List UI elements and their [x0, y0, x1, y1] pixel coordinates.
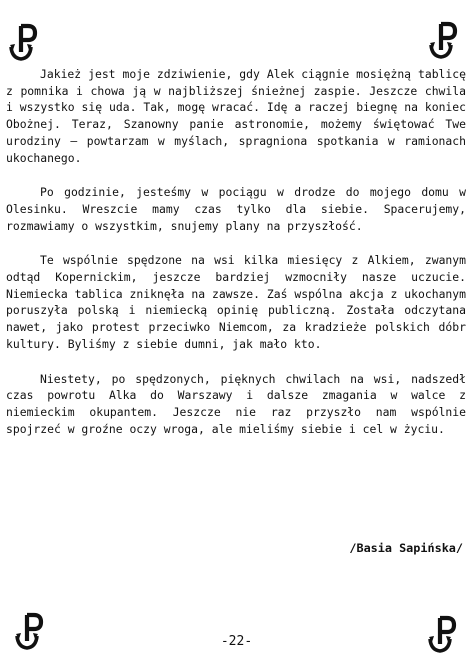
document-body: [6, 66, 466, 455]
paragraph: Po godzinie, jesteśmy w pociągu w drodze do mojego domu w Olesinku. Wreszcie mamy czas tylko dla siebie. Spacerujemy, rozmawiamy o wszystkim, snujemy plany na przyszłość.: [6, 185, 466, 233]
paragraph: Niestety, po spędzonych, pięknych chwilach na wsi, nadszedł czas powrotu Alka do Warszawy i dalsze zmagania w walce z niemieckim okupantem. Jeszcze nie raz przyszło nam wspólnie spojrzeć w groźne oczy wroga, ale mieliśmy siebie i cel w życiu.: [6, 371, 466, 436]
paragraph: Te wspólnie spędzone na wsi kilka miesięcy z Alkiem, zwanym odtąd Kopernickim, jeszcze bardziej wzmocniły nasze uczucie. Niemiecka tablica zniknęła na zawsze. Zaś wspólna akcja z ukochanym poruszyła polską i niemiecką opinię publiczną. Została odczytana nawet, jako protest przeciwko Niemcom, za kradzieże polskich dóbr kultury. Byliśmy z siebie dumni, jak mało kto.: [6, 253, 466, 351]
paragraph: Jakież jest moje zdziwienie, gdy Alek ciągnie mosiężną tablicę z pomnika i chowa ją w najbliższej śnieżnej zaspie. Jeszcze chwila i wszystko się uda. Tak, mogę wracać. Idę a raczej biegnę na koniec Obożnej. Teraz, Szanowny panie astronomie, możemy świętować Twe urodziny – powtarzam w myślach, spragniona spotkania w ramionach ukochanego.: [6, 67, 466, 165]
page-number: -22-: [220, 634, 253, 649]
kotwica-anchor-icon: [428, 20, 460, 62]
author-signature: /Basia Sapińska/: [349, 541, 463, 555]
kotwica-anchor-icon: [427, 614, 459, 656]
kotwica-anchor-icon: [8, 22, 40, 64]
